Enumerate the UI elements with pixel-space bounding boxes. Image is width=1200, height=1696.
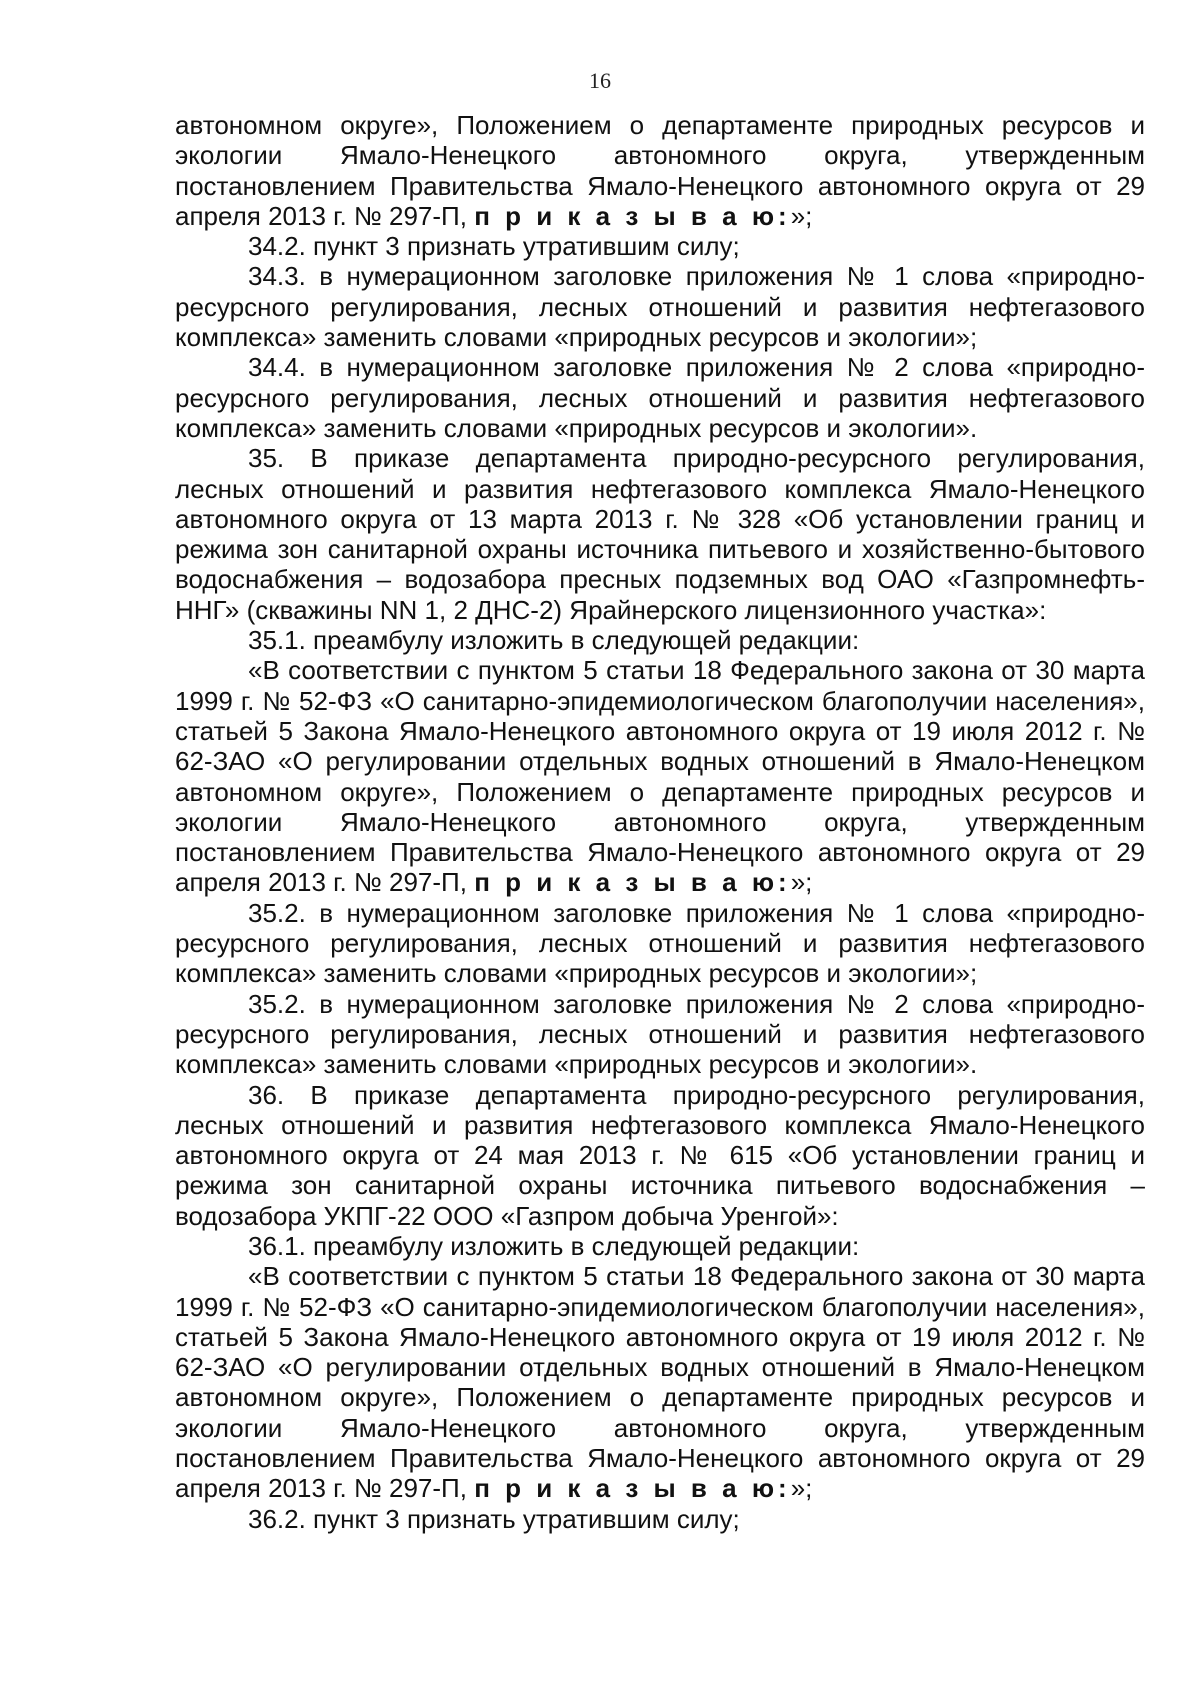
page-number: 16 — [589, 68, 611, 93]
item-35-2-a: 35.2. в нумерационном заголовке приложения № 1 слова «природно-ресурсного регулирования, лесных отношений и развития нефтегазового комплекса» заменить словами «природных ресурсов и экологии»; — [175, 897, 1145, 989]
item-36-1: 36.1. преамбулу изложить в следующей редакции: — [248, 1230, 860, 1261]
order-keyword: п р и к а з ы в а ю: — [474, 1473, 791, 1504]
item-36-2: 36.2. пункт 3 признать утратившим силу; — [248, 1503, 740, 1534]
item-34-3: 34.3. в нумерационном заголовке приложения № 1 слова «природно-ресурсного регулирования, лесных отношений и развития нефтегазового комплекса» заменить словами «природных ресурсов и экологии»; — [175, 261, 1145, 353]
item-34-2: 34.2. пункт 3 признать утратившим силу; — [248, 231, 740, 262]
order-keyword: п р и к а з ы в а ю: — [474, 200, 791, 231]
item-35-1: 35.1. преамбулу изложить в следующей редакции: — [248, 625, 860, 656]
preamble-35 — [175, 655, 1145, 897]
item-35-2-b: 35.2. в нумерационном заголовке приложения № 2 слова «природно-ресурсного регулирования, лесных отношений и развития нефтегазового комплекса» заменить словами «природных ресурсов и экологии». — [175, 988, 1145, 1080]
preamble-36 — [175, 1261, 1145, 1503]
order-keyword: п р и к а з ы в а ю: — [474, 867, 791, 898]
paragraph-text: автономном округе», Положением о департаменте природных ресурсов и экологии Ямало-Ненецкого автономного округа, утвержденным постановлением Правительства Ямало-Ненецкого автономного округа от 29 апреля 2013 г. № 297-П, — [175, 110, 1145, 231]
document-body — [175, 110, 1145, 1534]
item-35: 35. В приказе департамента природно-ресурсного регулирования, лесных отношений и развития нефтегазового комплекса Ямало-Ненецкого автономного округа от 13 марта 2013 г. № 328 «Об установлении границ и режима зон санитарной охраны источника питьевого и хозяйственно-бытового водоснабжения – водозабора пресных подземных вод ОАО «Газпромнефть-ННГ» (скважины NN 1, 2 ДНС-2) Ярайнерского лицензионного участка»: — [175, 443, 1145, 625]
paragraph-text: «В соответствии с пунктом 5 статьи 18 Федерального закона от 30 марта 1999 г. № 52-ФЗ «О санитарно-эпидемиологическом благополучии населения», статьей 5 Закона Ямало-Ненецкого автономного округа от 19 июля 2012 г. № 62-ЗАО «О регулировании отдельных водных отношений в Ямало-Ненецком автономном округе», Положением о департаменте природных ресурсов и экологии Ямало-Ненецкого автономного округа, утвержденным постановлением Правительства Ямало-Ненецкого автономного округа от 29 апреля 2013 г. № 297-П, — [175, 1261, 1145, 1504]
item-34-4: 34.4. в нумерационном заголовке приложения № 2 слова «природно-ресурсного регулирования, лесных отношений и развития нефтегазового комплекса» заменить словами «природных ресурсов и экологии». — [175, 352, 1145, 443]
item-36: 36. В приказе департамента природно-ресурсного регулирования, лесных отношений и развития нефтегазового комплекса Ямало-Ненецкого автономного округа от 24 мая 2013 г. № 615 «Об установлении границ и режима зон санитарной охраны источника питьевого водоснабжения – водозабора УКПГ-22 ООО «Газпром добыча Уренгой»: — [175, 1079, 1145, 1231]
paragraph-tail: »; — [790, 1473, 813, 1504]
paragraph-text: «В соответствии с пунктом 5 статьи 18 Федерального закона от 30 марта 1999 г. № 52-ФЗ «О санитарно-эпидемиологическом благополучии населения», статьей 5 Закона Ямало-Ненецкого автономного округа от 19 июля 2012 г. № 62-ЗАО «О регулировании отдельных водных отношений в Ямало-Ненецком автономном округе», Положением о департаменте природных ресурсов и экологии Ямало-Ненецкого автономного округа, утвержденным постановлением Правительства Ямало-Ненецкого автономного округа от 29 апреля 2013 г. № 297-П, — [175, 655, 1145, 898]
paragraph-tail: »; — [790, 200, 813, 231]
paragraph-tail: »; — [790, 867, 813, 898]
paragraph-continuation — [175, 110, 1145, 231]
